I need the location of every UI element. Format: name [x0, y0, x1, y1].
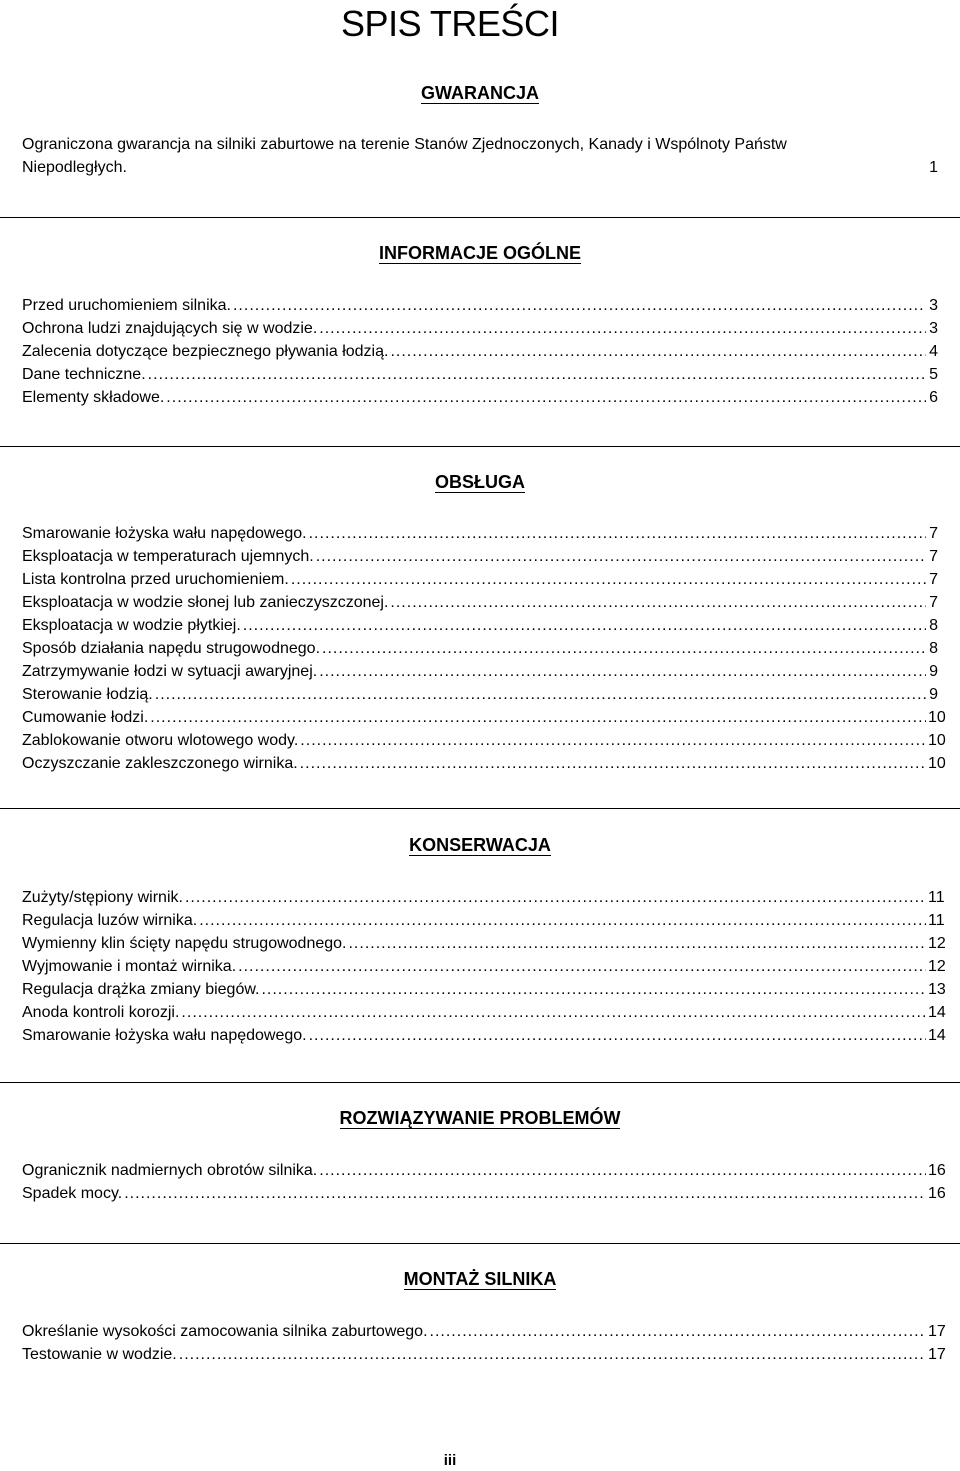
toc-entry[interactable] — [22, 1159, 946, 1182]
toc-entry-page: 17 — [928, 1323, 946, 1340]
toc-entry[interactable] — [22, 886, 945, 909]
toc-entry[interactable] — [22, 955, 946, 978]
toc-entry-label: Zalecenia dotyczące bezpiecznego pływania łodzią. — [22, 343, 389, 360]
section-divider — [0, 1082, 960, 1083]
toc-entry-label: Cumowanie łodzi. — [22, 709, 149, 726]
page-number: iii — [443, 1452, 457, 1469]
toc-entry[interactable] — [22, 545, 938, 568]
toc-entry-page: 14 — [928, 1027, 946, 1044]
toc-entry-page: 7 — [929, 571, 938, 588]
dot-leader — [233, 294, 926, 317]
toc-entry-page: 12 — [928, 935, 946, 952]
dot-leader — [243, 614, 926, 637]
toc-entry[interactable] — [22, 932, 946, 955]
toc-entry-page: 8 — [929, 617, 938, 634]
dot-leader — [166, 386, 926, 409]
toc-entry[interactable] — [22, 294, 938, 317]
dot-leader — [238, 955, 926, 978]
dot-leader — [430, 1320, 926, 1343]
toc-entry-label: Wymienny klin ścięty napędu strugowodnego. — [22, 935, 347, 952]
toc-entry[interactable] — [22, 660, 938, 683]
toc-entry-page: 10 — [928, 732, 946, 749]
toc-entry[interactable] — [22, 637, 938, 660]
dot-leader — [309, 522, 926, 545]
dot-leader — [390, 591, 926, 614]
toc-entry[interactable] — [22, 522, 938, 545]
toc-entry[interactable] — [22, 591, 938, 614]
toc-list-informacje-ogolne — [22, 294, 938, 409]
toc-entry[interactable] — [22, 1320, 946, 1343]
toc-entry-label: Ogranicznik nadmiernych obrotów silnika. — [22, 1162, 318, 1179]
toc-entry-label: Testowanie w wodzie. — [22, 1346, 177, 1363]
toc-entry-label: Zużyty/stępiony wirnik. — [22, 889, 183, 906]
dot-leader — [199, 909, 926, 932]
toc-list-rozwiazywanie-problemow — [22, 1159, 946, 1205]
toc-entry[interactable] — [22, 909, 945, 932]
section-divider — [0, 446, 960, 447]
section-heading-montaz-silnika: MONTAŻ SILNIKA — [403, 1269, 557, 1289]
section-heading-gwarancja: GWARANCJA — [420, 83, 539, 103]
toc-entry-page: 5 — [929, 366, 938, 383]
toc-entry[interactable] — [22, 614, 938, 637]
dot-leader — [179, 1343, 926, 1366]
toc-entry-page: 6 — [929, 389, 938, 406]
toc-entry-page: 7 — [929, 594, 938, 611]
toc-entry-label: Regulacja drążka zmiany biegów. — [22, 981, 260, 998]
toc-entry-label: Wyjmowanie i montaż wirnika. — [22, 958, 237, 975]
dot-leader — [148, 363, 926, 386]
toc-entry-page: 7 — [929, 548, 938, 565]
dot-leader — [319, 1159, 926, 1182]
toc-entry-page: 13 — [928, 981, 946, 998]
dot-leader — [319, 317, 926, 340]
dot-leader — [322, 637, 926, 660]
toc-entry-page: 14 — [928, 1004, 946, 1021]
toc-entry-label-continued: Niepodległych. — [22, 159, 127, 176]
dot-leader — [319, 660, 926, 683]
toc-entry[interactable] — [22, 1182, 946, 1205]
toc-entry-label: Sterowanie łodzią. — [22, 686, 153, 703]
toc-entry-label: Określanie wysokości zamocowania silnika zaburtowego. — [22, 1323, 428, 1340]
section-divider — [0, 808, 960, 809]
toc-entry-page: 11 — [928, 912, 945, 929]
toc-entry-label: Zablokowanie otworu wlotowego wody. — [22, 732, 299, 749]
dot-leader — [181, 1001, 926, 1024]
toc-entry-label: Ochrona ludzi znajdujących się w wodzie. — [22, 320, 318, 337]
toc-entry-page: 9 — [929, 686, 938, 703]
toc-entry-page: 1 — [929, 159, 938, 176]
dot-leader — [390, 340, 926, 363]
toc-entry-page: 3 — [929, 320, 938, 337]
toc-entry-label: Regulacja luzów wirnika. — [22, 912, 198, 929]
toc-entry-page: 10 — [928, 755, 946, 772]
toc-entry-label: Elementy składowe. — [22, 389, 165, 406]
toc-entry-label: Zatrzymywanie łodzi w sytuacji awaryjnej. — [22, 663, 318, 680]
dot-leader — [261, 978, 926, 1001]
toc-entry[interactable] — [22, 340, 938, 363]
toc-list-obsluga — [22, 522, 946, 775]
toc-list-montaz-silnika — [22, 1320, 946, 1366]
page-title: SPIS TREŚCI — [341, 3, 559, 44]
dot-leader — [316, 545, 926, 568]
section-heading-informacje-ogolne: INFORMACJE OGÓLNE — [378, 243, 581, 263]
toc-entry[interactable] — [22, 1001, 946, 1024]
dot-leader — [124, 1182, 926, 1205]
toc-entry-page: 11 — [928, 889, 945, 906]
toc-entry-label: Ograniczona gwarancja na silniki zaburtowe na terenie Stanów Zjednoczonych, Kanady i Wspólnoty Państw — [22, 136, 787, 153]
section-heading-rozwiazywanie-problemow: ROZWIĄZYWANIE PROBLEMÓW — [339, 1108, 621, 1128]
toc-list-gwarancja — [22, 133, 938, 179]
toc-entry[interactable] — [22, 978, 946, 1001]
toc-entry-page: 8 — [929, 640, 938, 657]
section-heading-konserwacja: KONSERWACJA — [409, 835, 551, 855]
toc-entry-page: 4 — [929, 343, 938, 360]
toc-list-konserwacja — [22, 886, 946, 1047]
toc-entry-page: 16 — [928, 1185, 946, 1202]
toc-entry-label: Przed uruchomieniem silnika. — [22, 297, 231, 314]
dot-leader — [185, 886, 926, 909]
dot-leader — [150, 706, 926, 729]
toc-entry-page: 7 — [929, 525, 938, 542]
toc-entry[interactable] — [22, 1024, 946, 1047]
toc-entry[interactable] — [22, 706, 946, 729]
dot-leader — [348, 932, 926, 955]
toc-entry-label: Dane techniczne. — [22, 366, 146, 383]
section-divider — [0, 217, 960, 218]
toc-entry[interactable] — [22, 317, 938, 340]
toc-entry-label: Anoda kontroli korozji. — [22, 1004, 180, 1021]
toc-entry-page: 16 — [928, 1162, 946, 1179]
toc-entry[interactable] — [22, 1343, 946, 1366]
toc-entry[interactable] — [22, 133, 938, 179]
toc-entry-page: 9 — [929, 663, 938, 680]
toc-entry[interactable] — [22, 683, 938, 706]
toc-entry[interactable] — [22, 752, 946, 775]
toc-entry[interactable] — [22, 568, 938, 591]
dot-leader — [300, 752, 926, 775]
toc-entry-label: Spadek mocy. — [22, 1185, 123, 1202]
toc-entry-label: Smarowanie łożyska wału napędowego. — [22, 1027, 307, 1044]
toc-entry-label: Eksploatacja w wodzie słonej lub zanieczyszczonej. — [22, 594, 389, 611]
toc-entry-label: Eksploatacja w wodzie płytkiej. — [22, 617, 241, 634]
section-heading-obsluga: OBSŁUGA — [435, 472, 525, 492]
toc-entry[interactable] — [22, 729, 946, 752]
dot-leader — [291, 568, 926, 591]
toc-entry[interactable] — [22, 363, 938, 386]
section-divider — [0, 1243, 960, 1244]
toc-entry-label: Sposób działania napędu strugowodnego. — [22, 640, 321, 657]
toc-entry-page: 10 — [928, 709, 946, 726]
toc-entry-page: 12 — [928, 958, 946, 975]
toc-entry-label: Lista kontrolna przed uruchomieniem. — [22, 571, 289, 588]
toc-entry-label: Smarowanie łożyska wału napędowego. — [22, 525, 307, 542]
toc-entry[interactable] — [22, 386, 938, 409]
toc-entry-label: Eksploatacja w temperaturach ujemnych. — [22, 548, 314, 565]
toc-entry-page: 17 — [928, 1346, 946, 1363]
toc-entry-page: 3 — [929, 297, 938, 314]
dot-leader — [300, 729, 926, 752]
dot-leader — [155, 683, 926, 706]
toc-entry-label: Oczyszczanie zakleszczonego wirnika. — [22, 755, 298, 772]
dot-leader — [309, 1024, 926, 1047]
